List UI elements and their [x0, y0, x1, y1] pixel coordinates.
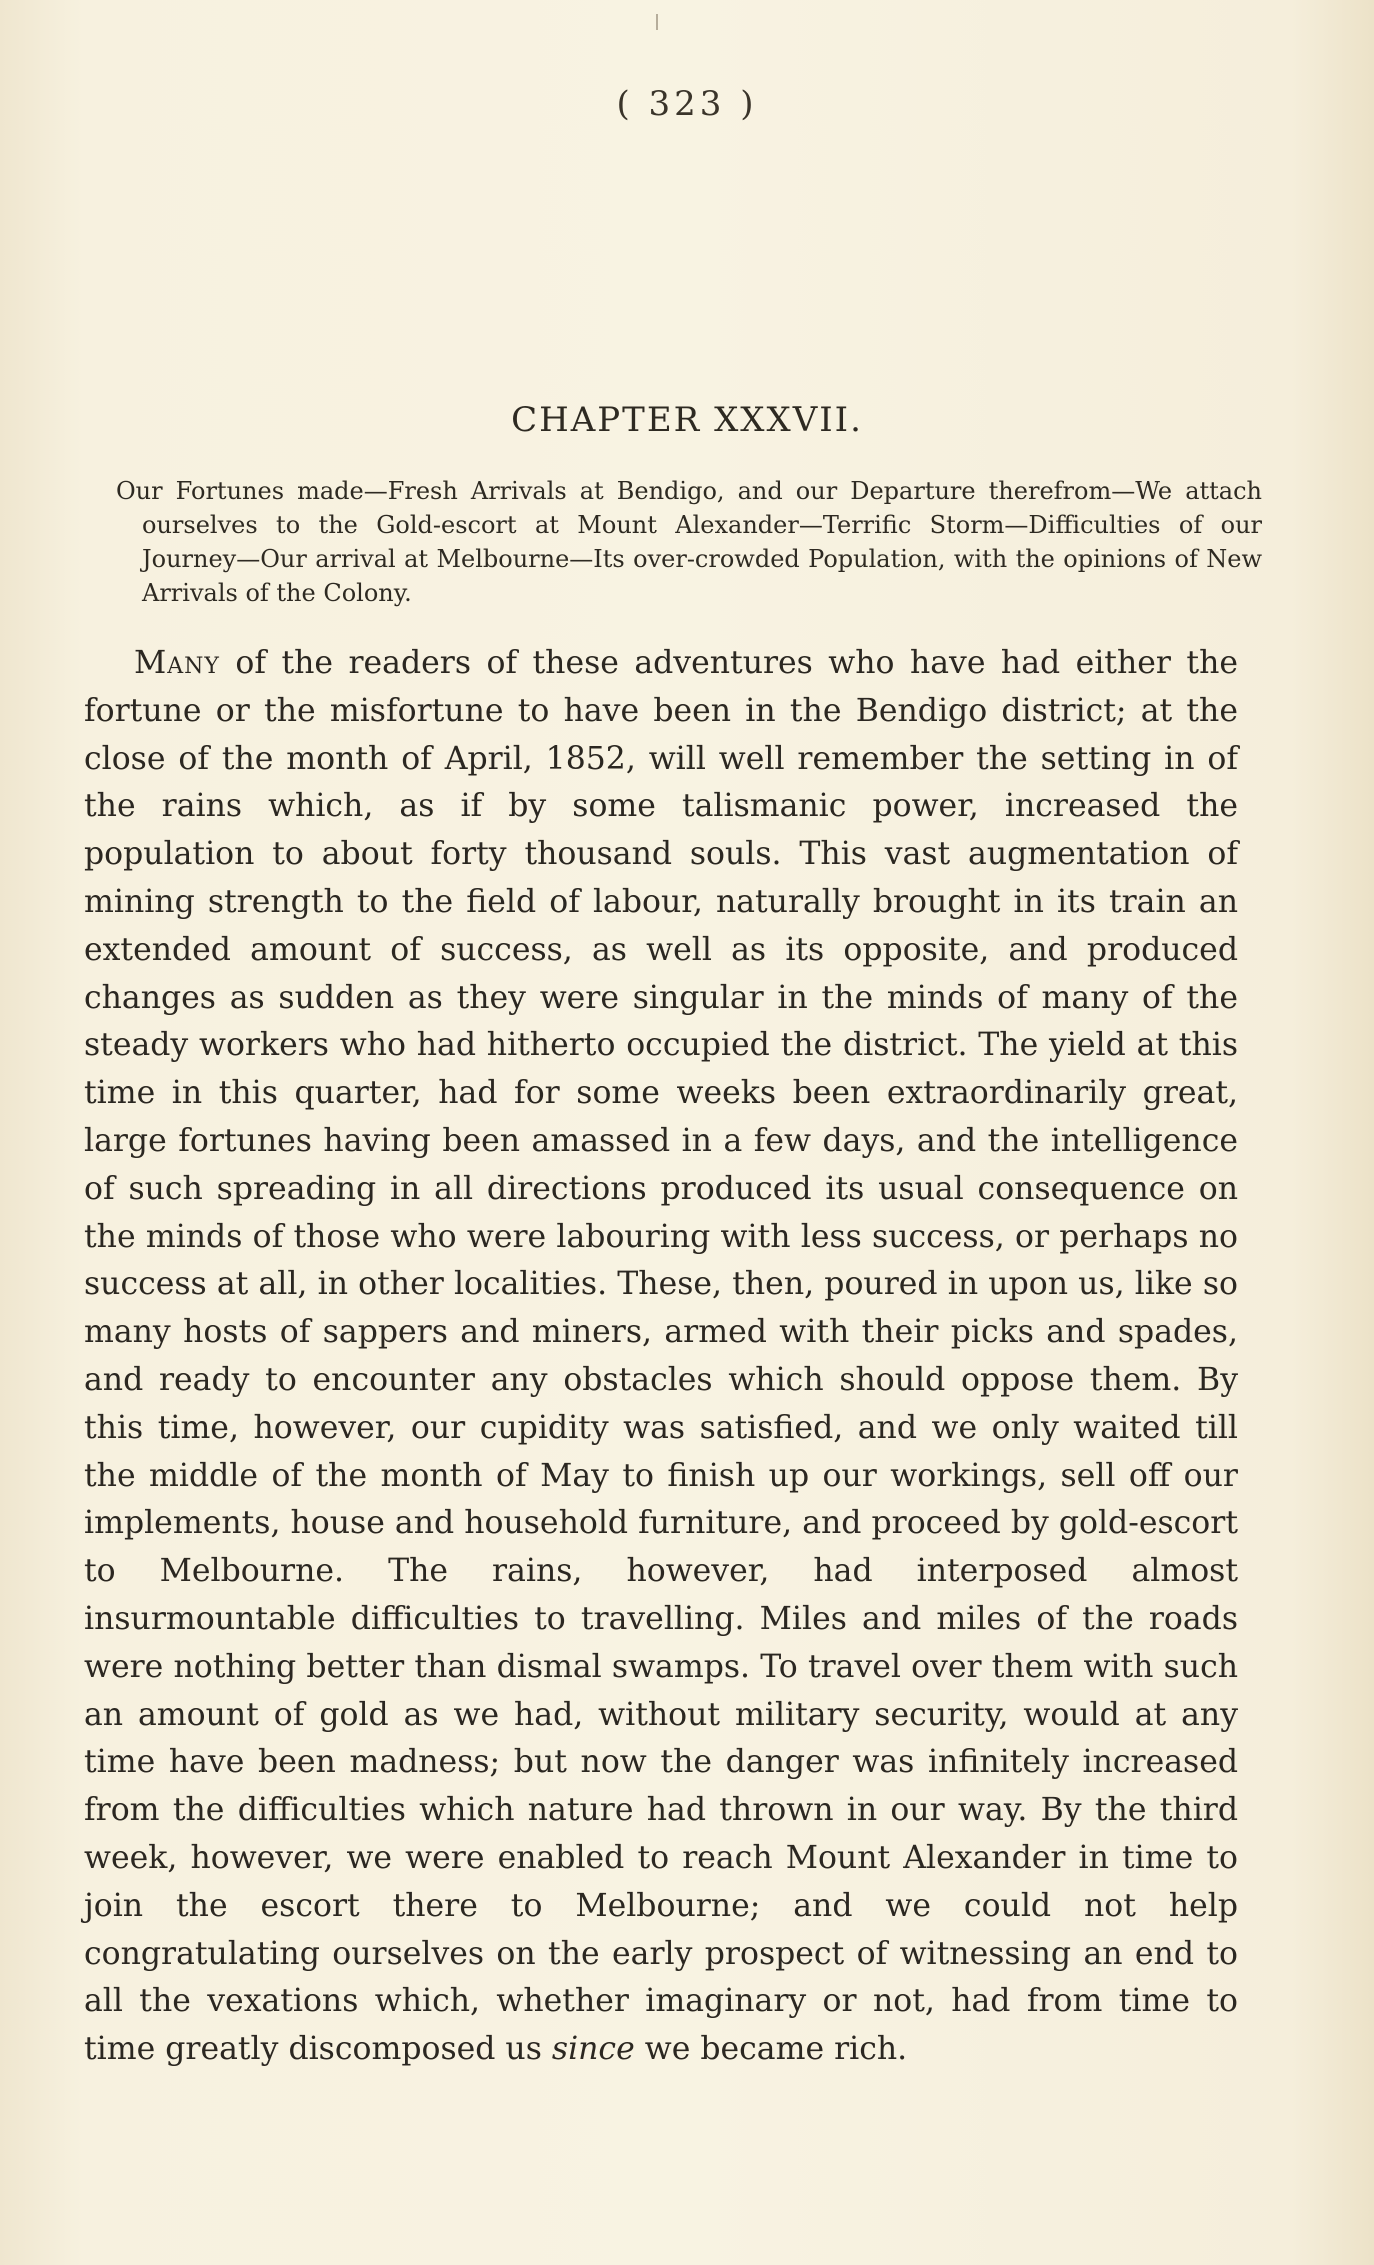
chapter-title: CHAPTER XXXVII. — [511, 400, 863, 440]
page-top-mark — [656, 14, 658, 30]
body-text-end: we became rich. — [634, 2031, 908, 2068]
page-number: ( 323 ) — [616, 84, 758, 124]
chapter-summary: Our Fortunes made—Fresh Arrivals at Bendigo, and our Departure therefrom—We attach ourselves to the Gold-escort at Mount Alexander—Terrific Storm—Difficulties of our Journey—Our arrival at Melbourne—Its over-crowded Population, with the opinions of New Arrivals of the Colony. — [116, 477, 1262, 607]
lead-word: Many — [134, 645, 220, 681]
chapter-body — [84, 640, 1238, 2074]
body-text-italic: since — [551, 2031, 635, 2068]
body-paragraph — [84, 640, 1238, 2074]
body-text-main: of the readers of these adventures who have had either the fortune or the misfortune to have been in the Bendigo district; at the close of the month of April, 1852, will well remember the setting in of the rains which, as if by some talismanic power, increased the population to about forty thousand souls. This vast augmentation of mining strength to the field of labour, naturally brought in its train an extended amount of success, as well as its opposite, and produced changes as sudden as they were singular in the minds of many of the steady workers who had hitherto occupied the district. The yield at this time in this quarter, had for some weeks been extraordinarily great, large fortunes having been amassed in a few days, and the intelligence of such spreading in all directions produced its usual consequence on the minds of those who were labouring with less success, or perhaps no success at all, in other localities. These, then, poured in upon us, like so many hosts of sappers and miners, armed with their picks and spades, and ready to encounter any obstacles which should oppose them. By this time, however, our cupidity was satisfied, and we only waited till the middle of the month of May to finish up our workings, sell off our implements, house and household furniture, and proceed by gold-escort to Melbourne. The rains, however, had interposed almost insurmountable difficulties to travelling. Miles and miles of the roads were nothing better than dismal swamps. To travel over them with such an amount of gold as we had, without military security, would at any time have been madness; but now the danger was infinitely increased from the difficulties which nature had thrown in our way. By the third week, however, we were enabled to reach Mount Alexander in time to join the escort there to Melbourne; and we could not help congratulating ourselves on the early prospect of witnessing an end to all the vexations which, whether imaginary or not, had from time to time greatly discomposed us — [84, 645, 1238, 2068]
